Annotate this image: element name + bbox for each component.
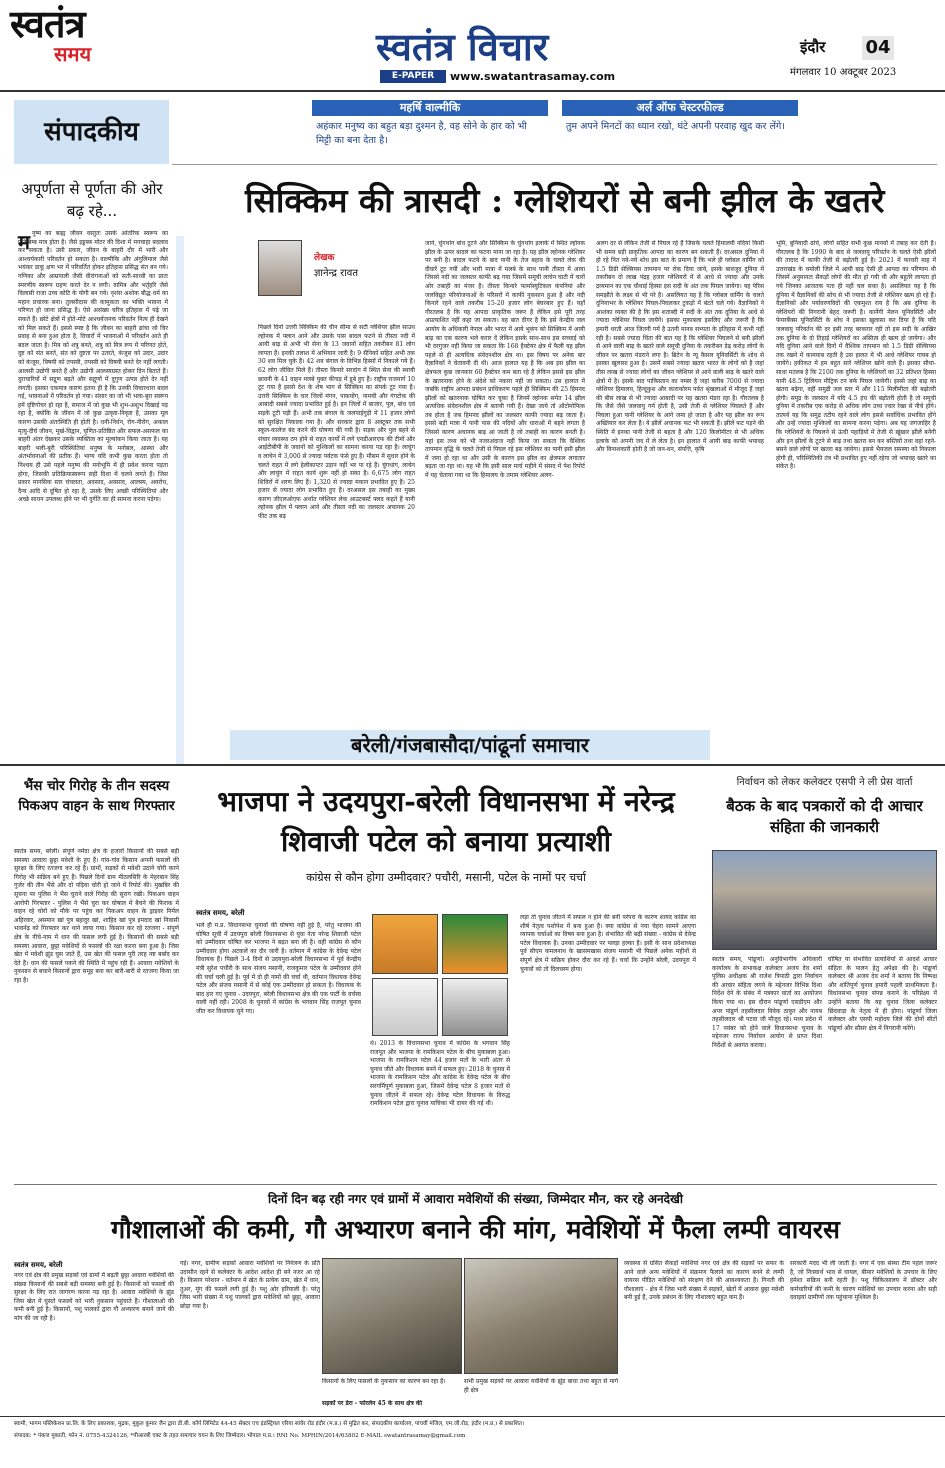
cattle-col-1: नगर एवं क्षेत्र की प्रमुख सड़कों एवं ग्रामों में बढ़ती छुट्टा आवारा मवेशियों की संख्या किसानों की सबसे बड़ी समस्या बनी हुई है। किसानों को फसलों की सुरक्षा के लिए रात जागरण करना पड़ रहा है। आवारा मवेशियों के झुंड जिस खेत में घुसते फसलों को भारी नुकसान पहुंचाते हैं। गौशालाओं की कमी बनी हुई है। किसानों, पशु पालकों द्वारा गौ अभ्यारण बनाने जाने की मांग की जा रही है। [14,1272,174,1322]
paper-title: स्वतंत्र विचार [376,24,549,69]
editorial-body: नुष्य का बाह्य जीवन वस्तुतः उसके आंतरिक स्वरूप का प्रतिबिम्ब मात्र होता है। जैसे इड्डब्क मोटर की दिशा में मनचाहा बदलाव कर सकता है। उसी प्रकार, जीवन के बाहरी दौर में भारी और आश्चर्यकारी परिवर्तन हो सकता है। वाल्मीकि और अंगुलिमाल जैसे भयंकर डाकू क्षण भर में परिवर्तित होकर इतिहास प्रसिद्ध संत बन गये। गणिका और आम्रपाली जैसी वीरांगनाओं को सती-साध्वी का प्रातः स्मरणीय स्वरूप ग्रहण करते देर न लगी। वामित्र और भर्तृहरि जैसे विलासी राजा उच्च कोटि के योगी बन गये। नृशंस अशोक बौद्ध धर्म का महान प्रचारक बना। तुलसीदास की कामुकता का भक्ति भावना में परिणत हो जाना प्रसिद्ध है। ऐसे असंख्य चरित्र इतिहास में पढ़े जा सकते हैं। छोटे क्षेत्रों में होते-मोटे आश्चर्यजनक परिवर्तन नित्य ही देखने को मिल सकते हैं। इससे स्पष्ट है कि जीवन का बाहरी ढांचा जो चिर प्रवाह से बना हुआ होता है, विचारों में भावनाओं में परिवर्तन आते ही बदल जाता है। मित्र को शत्रु बनते, शत्रु को मित्र रूप में परिणत होते, दुष्ट को संत बनते, संत को दुष्टता पर उतरते, कंजूस को उदार, उदार को कंजूस, विषयी को तपस्वी, तपस्वी को विषयी बनते देर नहीं लगती। आलसी उद्योगी बनते हैं और उद्योगी आलस्यग्रस्त होकर दिन बिताते हैं। दुराचारियों में सद्गुण बढ़ते और सद्गुणों में दुगुण उत्पन्न होते देर नहीं लगती। इसका एकमात्र कारण इतना ही है कि उनकी विचारधारा बदल गई, भावनाओं में परिवर्तन हो गया। संसार का जो भी भला-बुरा स्वरूप हमें दृष्टिगोचर हो रहा है, समाज में जो कुछ भी शुभ-अशुभ दिखाई पड़ रहा है, क्योंकि के जीवन में जो कुछ उत्कृष्ट-निकृष्ट है, उसका मूल कारण उसकी अंतःस्थिति ही होती है। धनी-निर्धन, रोग-नीरोग, अकाल मृत्यु-दीर्घ जीवन, मूर्ख-विद्वान, घृणित-प्रतिष्ठित और सफल-असफल का बाहरी अंतर देखकर उसके व्यक्तित्व का मूल्यांकन किया जाता है। यह बाहरी भली-बुरी परिस्थितियां मनुष्य के मनोबल, आस्था और अंतर्भावनाओं की प्रतीक हैं। भाग्य यदि कभी कुछ करता होता तो निश्चय ही उसे पहले मनुष्य की मनोभूमि में ही प्रवेश करना पड़ता होगा, जिसकी प्रतिक्रियास्वरूप सही दिशा में चलने लगते हैं। जिस प्रकार मानसिक स्तर चंचलता, अवसाद, अवसाद, आलस्य, अवरोध, दैन्य आदि से दूषित हो रहा है, उसके लिए अच्छी परिस्थितियां और अच्छे साधन उपलब्ध होने पर भी दुर्गति का ही सामना करना पड़ेगा। [18,230,168,504]
cattle-caption-2: सड़कों पर डेरा - फोरलेन 45 के साथ क्षेत्र की [322,1400,423,1407]
press-photo [712,850,937,950]
candidate-photo-1 [372,914,438,974]
quote-text-1: अहंकार मनुष्य का बहुत बड़ा दुश्मन है, वह सोने के हार को भी मिट्टी का बना देता है। [316,121,527,146]
bjp-col-2: थे। 2013 के विधानसभा चुनाव में कांग्रेस के भगवान सिंह राजपूत और भाजपा के रामकिशन पटेल के बीच मुकाबला हुआ। भाजपा के रामकिशन पटेल 44 हजार मतों के भारी अंतर से चुनाव जीते और विधायक बनने में सफल हुए। 2018 के चुनाव में भाजपा के रामकिशन पटेल और कांग्रेस के देवेन्द्र पटेल के बीच सरगर्मिपूर्ण मुकाबला हुआ, जिसमें देवेन्द्र पटेल 8 हजार मतों से चुनाव जीतने में सफल रहे। देवेन्द्र पटेल विधायक के विरुद्ध रामकिशन पटेल द्वारा चुनाव याचिका भी दायर की गई थी। [370,1040,510,1108]
writer-name: ज्ञानेन्द्र रावत [314,268,359,279]
bjp-col-1: भले ही म.प्र. विधानसभा चुनावों की घोषणा नहीं हुई है, परंतु भाजपा की घोषित सूची में उदयपुरा बरेली विधानसभा से युवा नेता नरेन्द्र शिवाजी पटेल को उम्मीदवार घोषित कर भाजपा ने बढ़त बना ली है। वहीं कांग्रेस से कौन उम्मीदवार होगा अटकलें का दौर जारी है। वर्तमान में कांग्रेस के देवेन्द्र पटेल विधायक हैं। पिछले 3-4 दिनों से उदयपुरा-बरेली विधानसभा में पूर्व केन्द्रीय मंत्री सुरेश पचौरी के साथ संजय मसानी, राजकुमार पटेल के उम्मीदवार होने की चर्चा चली हुई है। पूर्व में दो ही नामों की चर्चा थी, वर्तमान विधायक देवेन्द्र पटेल और संजय मसानी में से कोई एक उम्मीदवार हो सकता है। विधायक के बाद हार गए चुनाव - उदयपुरा, बरेली विधानसभा क्षेत्र की एक पार्टी के वर्चस्व वाली नहीं रही। 2008 के चुनावों में कांग्रेस के भगवान सिंह राजपूत चुनाव जीत कर विधायक चुने गए। [196,922,361,1015]
sikkim-col-1: पिछले दिनों उत्तरी सिक्किम की चीन सीमा से सटी ग्लेशियर झील साउथ ल्होनक में फ्लान आने और उसके पास बादल फटने से तीस्ता नदी में आयी बाढ़ से अभी भी सेना के 13 जवानों सहित तकरीबन 81 लोग लापता हैं। इनकी तलाश में अभियान जारी है। 9 सैनिकों सहित अभी तक 30 शव मिल चुके हैं। 42 शव बंगाल के विभिन्न हिस्सों में निकाले गये हैं। 62 लोग जीवित मिले हैं। तीस्ता किनारे सरदांग में स्थित सेना की स्थायी छावनी के 41 वाहन मलबे युक्त कीचड़ में डूबे हुए हैं। राष्ट्रीय राजमार्ग 10 टूट गया है इससे देश के शेष भाग से सिक्किम का संपर्क टूट गया है। उत्तरी सिक्किम के चार जिलों मंगन, पाकयोंग, नामची और गंगटोक की आबादी सबसे ज्यादा प्रभावित हुई है। इन जिलों में बाजार, पुल, बांध एवं सड़कें टूटी पड़ी हैं। अभी तक बंगाल के जलपाईगुड़ी में 11 हजार लोगों को सुरक्षित निकाला गया है। और सरकार द्वारा 8 अक्टूबर तक सभी स्कूल-कालेज बंद करने की घोषणा की गयी है। सड़क और पुल बहने से संचार व्यवस्था ठप होने से राहत कार्यों में लगे एनडीआरएफ की टीमों और आईटीबीपी के जवानों को मुश्किलों का सामना करना पड़ रहा है। लाचुंग व लाचेन में 3,000 से ज्यादा पर्यटक फंसे हुए हैं। मौसम में सुधार होने के चलते राहत में लगे हेलीकाप्टर उड़ान नहीं भर पा रहे हैं। चुंगथांग, लाचेन और लाचुंग में राहत कार्य शुरू नहीं हो सका है। 6,675 लोग राहत शिविरों में शरण लिए हैं। 1,320 से ज्यादा मकान प्रभावित हुए हैं। 25 हजार से ज्यादा लोग प्रभावित हुए हैं। दरअसल इस तबाही का मुख्य कारण जीएलओएफ अर्थात ग्लेशियर लेक आउटबर्स्ट फ्लड कहते हैं यानी ल्होनक झील में फ्लान आने और तीस्ता नदी का जलस्तर अचानक 20 फीट तक बढ़ [258,324,415,521]
masthead-rule [0,90,945,92]
cattle-photo-1 [322,1258,462,1374]
cattle-caption-1: किसानों के लिए फसलों के नुकसान का कारण बन रहा है। [322,1378,446,1385]
logo-word-1: स्वतंत्र [10,1,85,46]
bjp-dateline: स्वतंत्र समय, बरेली [196,909,245,917]
cattle-rule [14,1184,937,1185]
quote-author-2: अर्ल ऑफ चेस्टरफील्ड [562,100,798,116]
writer-photo [258,240,302,296]
press-col-1: स्वतंत्र समय, पांढूर्णा। अनुविभागीय अधिकारी कार्यालय के सभाकक्ष कलेक्टर अजय देव शर्मा पुलिस अधीक्षक श्री राजेश त्रिपाठी द्वारा निर्वाचन की आचार संहिता लगने के मद्देनजर विभिन्न दिशा निर्देश देने के संबंध में पत्रकार वार्ता का आयोजन किया गया था। इस दौरान पांढूर्णा एसडीएम और अपर पांढूर्ण तहसीलदार विवेक ठाकुर और नायब तहसीलदार श्री पटवा जी मौजूद रहे। मध्य प्रदेश में 17 नवंबर को होने वाले विधानसभा चुनाव के मद्देनजर राज्य निर्वाचन आयोग से प्राप्त दिशा निर्देशों से अवगत कराया। [712,956,822,1049]
sikkim-sidebar-strip [176,236,184,766]
sikkim-col-2: जाने, चुंगथांग बांध टूटने और सिक्किम के चुंगथांग इलाके में स्थित ल्होनक झील के ऊपर बादल का फटना माना जा रहा है। यह झील ल्होनक ग्लेशियर पर बनी है। बादल फटने के बाद पानी के तेज बहाव के चलते लेक की दीवारें टूट गयीं और भारी मात्रा में मलबे के साथ पानी तीस्ता में आया जिससे नदी का जलस्तर काफी बढ़ गया जिसमें समूची लाचेन घाटी में चारों ओर तबाही का मंजर है। तीस्ता किनारे फार्मास्युटिकल कंपनियां और जलविद्युत परियोजनाओं के परिसरों में काफी नुकसान हुआ है और नदी किनारे रहने वाले तकरीब 15-20 हजार लोग बेघरबार हुए हैं। यहाँ गौरतलब है कि यह आपदा प्राकृतिक जरूर है लेकिन इसे पूरी तरह अप्रत्याशित नहीं कहा जा सकता। वह बात दीगर है कि इसे केन्द्रीय जल आयोग के अधिकारी नेपाल और भारत में आये भूकंप को सिक्किम में आयी बाढ़ का एक कारण भले करार दें लेकिन इसके साथ-साथ इस सच्चाई को भी दरगुजर नहीं किया जा सकता कि 168 हैक्टेयर क्षेत्र में फैली यह झील पहले से ही अत्यधिक संवेदनशील क्षेत्र था। इस विषय पर अनेक बार वैज्ञानिकों ने चेतावनी दी थी। आज हालात यह है कि अब इस झील का क्षेत्रफल कुछ जानकार 60 हैक्टेयर कम बता रहे हैं लेकिन इससे इस झील के खतरनाक होने के अंदेशे को नकारा नहीं जा सकता। उस हालात में जबकि राष्ट्रीय आपदा प्रबंधन प्राधिकरण पहले ही सिक्किम की 25 हिमनद झीलों को खतरनाक घोषित कर चुका है जिनमें ल्होनक समेत 14 झील अत्यधिक संवेदनशील क्षेत्र में बतायी गयी हैं। देखा जाये तो ऑटोमोफिक तब होता है जब हिमनद झीलों का जलस्तर काफी ज्यादा बढ़ जाता है। इससे बड़ी मात्रा में पानी पास की नदियों और धाराओं में बहने लगता है जिससे कारण अचानक बाढ़ आ जाती है जो तबाही का कारण बनती है। यहां इस तथ्य को भी नजरअंदाज नहीं किया जा सकता कि वैश्विक तापमान वृद्धि के चलते तेजी से पिघल रहे इस ग्लेशियर का पानी इसी झील में जमा हो रहा था और उसी के कारण इस झील का क्षेत्रफल लगातार बढ़ता जा रहा था। यह भी कि इसी साल मार्च महीने में संसद में पेश रिपोर्ट में यह चेताया गया था कि हिमालय के तमाम ग्लेशियर अलग- [425,240,585,480]
cattle-col-4: सरकारी मदद भी ली जाती है। नगर में एक संस्था टीम पहल जरूर है, जो निःस्वार्थ भाव से घायल, बीमार मवेशियों के उपचार के लिए हमेशा सक्रिय बनी रहती है। पशु चिकित्सालय में डॉक्टर और कर्मचारियों की कमी के कारण मवेशियों का उपचार करना और सही दवाइयां ग्रामीणों तक पहुंचाना मुश्किल है। [790,1260,937,1302]
thief-headline: भैंस चोर गिरोह के तीन सदस्य पिकअप वाहन के साथ गिरफ्तार [18,778,175,814]
candidate-photo-4 [442,978,508,1036]
city-name: इंदौर [800,38,826,56]
editorial-title: संपादकीय [14,100,169,164]
section-rule [0,764,945,766]
bjp-col-3: लड़ा तो चुनाव जीतने में सफल न होने की बनी परंपरा के कारण शायद कांग्रेस का शीर्ष नेतृत्व पशोपेश में बना हुआ है। क्या कांग्रेस से नया चेहरा सामने आएगा व्यापक चर्चाओं का विषय बना हुआ है। संभावित की बढ़ी संख्या - कांग्रेस से देवेन्द्र पटेल विधायक हैं। उनका उम्मीदवार पर पलड़ा हल्का है। इसी के साथ प्रदेशाध्यक्ष पूर्व सीएम कमलनाथ के खासमखास संजय मसानी भी पिछले अनेक महीनों से संपूर्ण क्षेत्र में सक्रिय होकर दौरा कर रहे हैं। चर्चा कि उन्होंने बरेली, उदयपुरा में चुनावों को तो दिलचस्प होगा। [520,914,696,973]
bjp-headline: भाजपा ने उदयपुरा-बरेली विधानसभा में नरेन्द्र शिवाजी पटेल को बनाया प्रत्याशी [217,785,675,858]
writer-label: लेखक [314,253,335,263]
cattle-col-3: व्यवस्था से ग्रसित सैकड़ों मवेशियां नगर एवं क्षेत्र की सड़कों पर सफर के आने वाले अन्य मवेशियों में संक्रमण फैलाने का कारण बनने से लम्पी वायरस पीड़ित मवेशियों को संरक्षण देने की आवश्यकता है। गिनती की गौशालाएं - क्षेत्र में जिस भारी संख्या में सड़कों, खेतों में आवारा छुट्टा मवेशी बनी हुई हैं, उनके प्रबंधन के लिए गौशालाएं बहुत कम हैं। [624,1260,784,1302]
website-link[interactable]: www.swatantrasamay.com [450,70,616,83]
sikkim-col-3: अलग दर से लेकिन तेजी से पिघल रहे हैं जिसके चलते हिमालयी नदियां किसी भी समय बड़ी प्राकृतिक आपदा का कारण बन सकती हैं। दरअसल दुनिया में हो रहे नित नये-नये शोध इस बात के प्रमाण हैं कि भले ही ग्लोबल वार्मिंग को 1.5 डिग्री सेल्सियस तापमान पर रोक दिया जाये, इसके बावजूद दुनिया में तकरीबन दो लाख पंद्रह हजार ग्लेशियरों में से आधे से ज्यादा और उनके द्रव्यमान का एक चौथाई हिस्सा इस सदी के अंत तक पिघल जायेगा। यह पेरिस समझौते के लक्ष्य से भी परे है। असलियत यह है कि ग्लोबल वार्मिंग के चलते दुनियाभर के ग्लेशियर पिघल-पिघलकर टुकड़ों में बंटते चले गये। वैज्ञानिकों ने आशंका व्यक्त की है कि इस शताब्दी में सदी के अंत तक दुनिया के आधे से ज्यादा ग्लेशियर पिघल जायेंगे। इसका मुकाबला इसलिए और जरूरी है कि हमारी धरती आज जितनी गर्म है उतनी मानव सभ्यता के इतिहास में कभी नहीं रही है। सबसे ज्यादा चिंता की बात यह है कि ग्लेशियर पिघलने से बनी झीलों से आने वाली बाढ़ के खतरे वाले समूची दुनिया के तकरीबन डेढ़ करोड़ लोगों के जीवन पर खतरा मंडराने लगा है। ब्रिटेन के न्यू कैसल यूनिवर्सिटी के शोध से इसका खुलासा हुआ है। उसमें सबसे ज्यादा खतरा भारत के लोगों को है जहां तीस लाख से ज्यादा लोगों का जीवन ग्लेशियर से आने वाली बाढ़ के खतरे वाले क्षेत्रों में है। इसके बाद पाकिस्तान का नम्बर है जहां करीब 7000 से ज्यादा ग्लेशियर हिमालय, हिन्दूकुश और काराकोरम पर्वत श्रृंखलाओं में मौजूद हैं जहां की बीस लाख से भी ज्यादा आबादी पर यह खतरा मंडरा रहा है। गौरतलब है कि जैसे जैसे जलवायु गर्म होती है, उसी तेजी से ग्लेशियर पिघलते हैं और पिघला हुआ पानी ग्लेशियर के आगे जमा हो जाता है और यह झील का रूप अख्तियार कर लेता है। ये झीलें अचानक फट भी सकती हैं। झीलें फट पड़ने की स्थिति में इनका पानी तेजी से बहता है और 120 किलोमीटर से भी अधिक इलाके को अपनी जद में ले लेता है। इन हालात में आयी बाढ़ काफी भयावह और विनाशकारी होती है जो जन-धन, संपत्ति, कृषि [596,240,764,454]
masthead-logo [10,1,148,82]
quote-text-2: तुम अपने मिनटों का ध्यान रखो, घंटे अपनी परवाह खुद कर लेंगे। [566,121,785,132]
sikkim-col-4: भूमि, बुनियादी ढांचे, लोगों सहित सभी कुछ मानवों में तबाह कर देती है। गौरतलब है कि 1990 के बाद से जलवायु परिवर्तन के चलते ऐसी झीलों की तादाद में काफी तेजी से बढ़ोतरी हुई है। 2021 में फरवरी माह में उत्तराखंड के चमोली जिले में आयी बाढ़ ऐसी ही आपदा का परिणाम थी जिसमें अनुमानतः सैकड़ों लोगों की मौत हो गयी थी और बहुतेरे लापता हो गये जिनका आजतक पता ही नहीं चल सका है। असलियत यह है कि दुनिया में वैज्ञानिकों की सोच से भी ज्यादा तेजी से ग्लेशियर खत्म हो रहे हैं। वैज्ञानिकों और पर्यावरणविदों की एकमुश्त राय है कि अब दुनिया के ग्लेशियरों की निगरानी बेहद जरूरी है। कार्नेगी मेलन यूनिवर्सिटी और फेयरबैंक्स यूनिवर्सिटी के शोध ने इसका खुलासा कर दिया है कि यदि जलवायु परिवर्तन की दर इसी तरह बरकरार रही तो इस सदी के आखिर तक दुनिया के दो तिहाई ग्लेशियरों का अस्तित्व ही खत्म हो जायेगा। और यदि दुनिया आने वाले दिनों में वैश्विक तापमान को 1.5 डिग्री सेल्सियस तक रखने में कामयाब रहती है उस हालत में भी आधे ग्लेशियर गायब हो जायेंगे। हकीकत में हम बहुत सारे ग्लेशियर खोने वाले हैं। इसका सीधा-साधा मतलब है कि 2100 तक दुनिया के ग्लेशियरों का 32 प्रतिशत हिस्सा यानी 48.5 ट्रिलियन मीट्रिक टन बर्फ पिघल जायेगी। इससे जहां बाढ़ का खतरा बढ़ेगा, वहीं समुद्री जल स्तर में और 115 मिलीमीटर की बढ़ोतरी होगी। समुद्र के जलस्तर में यदि 4.5 इंच की बढ़ोतरी होती है तो समूची दुनिया में तकरीब एक करोड़ से अधिक लोग उच्च ज्वार रेखा से नीचे होंगे। तात्पर्य यह कि समुद्र तटीय रहने वाले लोग इससे सर्वाधिक प्रभावित होंगे और उन्हें ज्यादा मुश्किलों का सामना करना पड़ेगा। अब यह जगजाहिर है कि ग्लेशियरों के पिघलने से ऊंची पहाड़ियों में तेजी से खूंखार झीलें बनेंगी और इन झीलों के टूटने से बाढ़ तथा खतरा बन कर बस्तियों तथा वहां रहने-बसने वाले लोगों पर खतरा बढ़ जायेगा। इससे भैयजल समस्या को निकाला होगी ही, परिस्थितिकी तंत्र भी प्रभावित हुए नहीं रहेगा जो भयावह खतरे का संकेत है। [776,240,936,471]
quote-author-1: महर्षि वाल्मीकि [312,100,548,116]
footer-rule [0,1416,945,1417]
press-headline: बैठक के बाद पत्रकारों को दी आचार संहिता की जानकारी [726,797,923,836]
editorial-headline: अपूर्णता से पूर्णता की ओर बढ़ रहे... [21,180,163,220]
press-col-2: घोषित या संभावित प्रत्याशियों से आदर्श आचार संहिता के पालन हेतु अपेक्षा की है। पांढूर्णा कलेक्टर श्री अजय देव शर्मा ने बताया कि निष्पक्ष और शांतिपूर्ण चुनाव हमारी पहली प्राथमिकता है। विधानसभा चुनाव संपन्न कराने के परिप्रेक्ष्य में उन्होंने बताया कि यह चुनाव जिला कलेक्टर छिंदवाड़ा के नेतृत्व में ही होगा। पांढूर्णा जिला कलेक्टर और एसपी महोदय जिले की दोनों सीटों पांढूर्णा और सौसर क्षेत्र में निगरानी करेंगे। [828,956,937,1032]
cattle-tag: दिनों दिन बढ़ रही नगर एवं ग्रामों में आवारा मवेशियों की संख्या, जिम्मेदार मौन, कर रहे अनदेखी [268,1192,683,1206]
logo-word-2: समय [54,42,92,66]
thief-body: स्वतंत्र समय, बरेली। संपूर्ण नर्मदा क्षेत्र के हजारों किसानों की सबसे बड़ी समस्या आवारा छुट्टा मवेशी के हुए हैं। गांव-गांव किसान अपनी फसलों की सुरक्षा के लिए रतजगा कर रहे हैं। ग्रामों, सड़कों से मवेशी उठाने चोरी करने गिरोह भी सक्रिय बने हुए हैं। पिछले दिनों ग्राम मीठलसिरि के मेहरबान सिंह गुर्जर की तीन भैंसे और दो पड़िया चोरी हो जाने में रिपोर्ट की। मुखबिर की सूचना पर पुलिस ने भैंस चुराने वाले गिरोह की सुराग रखी। पिकअप वाहन आरोपी गिरफ्तार - पुलिस ने भैंसे चुरा कर घोषाल में बैचने की फिराक में वाहन रहे चोरों को मौके पर पहुंच कर पिकअप वाहन के ड्राइवर निर्मल अहिरवार, असमान खां पुत्र बहादुर खां, शाहिद खां पुत्र इमदाद खां निवासी भावर्नढ़ को गिरफ्तार कर थाने लाया गया। किसान कर रहे रतजगा - संपूर्ण क्षेत्र के नीचे-नाम में धान की फसल लगी हुई है। किसानों की सबसे बड़ी समस्या आवारा, छुट्टा मवेशियों से फसलों की रक्षा करना बना हुआ है। जिस खेत में मवेशी झुंड घुस जाते हैं, उस खेत की फसल पूरी तरह नष्ट बर्बाद कर देते हैं। धान की फसलें पकने की स्थिति में पहुंच रही हैं। आवारा मवेशियों के नुकसान से बचाने किसानों द्वारा समूह बना कर बारी-बारी से रतजगा किया जा रहा है। [14,848,179,984]
page-number: 04 [862,36,894,60]
dropcap: म [18,230,30,254]
bjp-subhead: कांग्रेस से कौन होगा उम्मीदवार? पचौरी, मसानी, पटेल के नामों पर चर्चा [306,871,586,884]
press-tag: निर्वाचन को लेकर कलेक्टर एसपी ने ली प्रेस वार्ता [736,777,913,788]
quote-card-2 [562,100,798,156]
section-bar: बरेली/गंजबासौदा/पांढूर्ना समाचार [230,730,710,760]
cattle-col-2: गई। नगर, ग्रामीण सड़कों आवारा मवेशियों पर नियंत्रण के प्रति उदासीन रहने से कलेक्टर के आदेश आदेश ही बने नजर आ रहे हैं। किसान परेशान - वर्तमान में खेत के प्रत्येक ग्राम, खेत में धान, तुअर, मूंग की फसलें लगी हुई हैं। पशु ओर हरियाली है। परंतु जिस भारी संख्या में पशु पालकों द्वारा मवेशियों को छुट्टा, आवारा छोड़ा गया है। [180,1260,320,1310]
issue-date: मंगलवार 10 अक्टूबर 2023 [790,67,897,78]
sikkim-headline: सिक्किम की त्रासदी : ग्लेशियरों से बनी झील के खतरे [245,181,885,220]
cattle-caption-3: सभी प्रमुख सड़कों पर आवारा मवेशियों के झुंड बाधा तथा बहुत से मार्ग ही क्षेत्र [464,1378,618,1394]
quote-card-1 [312,100,548,156]
candidate-photo-3 [372,978,438,1036]
cattle-headline: गौशालाओं की कमी, गौ अभ्यारण बनाने की मांग, मवेशियों में फैला लम्पी वायरस [111,1215,840,1244]
candidate-photo-2 [442,914,508,974]
epaper-label: E-PAPER [380,70,446,83]
cattle-dateline: स्वतंत्र समय, बरेली [14,1261,63,1269]
footer-editor: संपादक: * पंकज मुकाती, फोन नं. 0755-4324126, *पीआरबी एक्ट के तहत समाचार चयन के लिए जिम्मेदार। भोपाल म.प्र.। RNI No. MPHIN/2014/63802 E-MAIL swatantrasamay@gmail.com [14,1433,466,1439]
quote-rule [172,164,937,165]
cattle-photo-2 [464,1258,618,1374]
footer-imprint: स्वामी, भागम पब्लिकेशन प्रा.लि. के लिए प्रकाशक, मुद्रक, मुकुल कुमार जैन द्वारा डी.बी. कॉर्प लिमिटेड 44-45 सेक्टर एच इंडस्ट्रियल एरिया सांवेर रोड इंदौर (म.प्र.) से मुद्रित कर, संपादकीय कार्यालय, पांचवीं मंजिल, एम.जी.रोड, इंदौर (म.प्र.) से प्रकाशित। [14,1421,525,1427]
